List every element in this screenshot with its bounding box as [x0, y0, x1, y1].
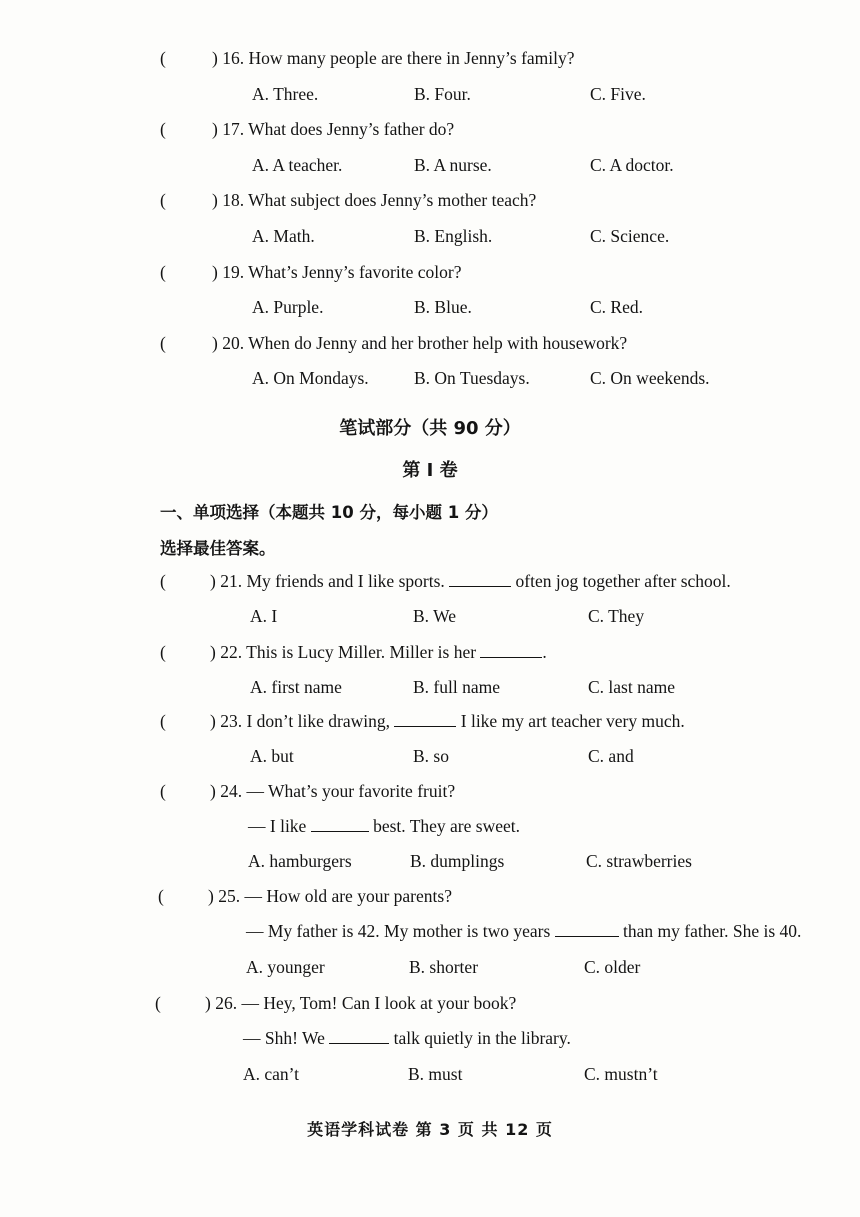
option-a: A. Math.	[252, 226, 315, 246]
page-footer: 英语学科试卷 第 3 页 共 12 页	[307, 1120, 553, 1139]
option-b: B. Blue.	[414, 297, 472, 317]
option-c: C. last name	[588, 677, 675, 697]
answer-blank	[329, 1029, 389, 1044]
question-stem: ) 25. — How old are your parents?	[208, 886, 452, 906]
question-stem: ) 16. How many people are there in Jenny’s family?	[212, 48, 575, 68]
option-b: B. On Tuesdays.	[414, 368, 530, 388]
answer-blank	[555, 922, 619, 937]
option-c: C. On weekends.	[590, 368, 710, 388]
question-stem: ) 17. What does Jenny’s father do?	[212, 119, 455, 139]
answer-paren: (	[155, 993, 161, 1013]
option-a: A. A teacher.	[252, 155, 343, 175]
option-c: C. They	[588, 606, 645, 626]
option-c: C. Red.	[590, 297, 643, 317]
answer-paren: (	[158, 886, 164, 906]
option-a: A. Three.	[252, 84, 319, 104]
option-b: B. Four.	[414, 84, 471, 104]
question-stem: ) 20. When do Jenny and her brother help with housework?	[212, 333, 628, 353]
question-stem: ) 24. — What’s your favorite fruit?	[210, 781, 456, 801]
question-26-line2: — Shh! We talk quietly in the library.	[243, 1028, 571, 1048]
option-a: A. but	[250, 746, 294, 766]
option-b: B. shorter	[409, 957, 479, 977]
option-a: A. I	[250, 606, 278, 626]
option-b: B. dumplings	[410, 851, 505, 871]
question-stem: ) 19. What’s Jenny’s favorite color?	[212, 262, 462, 282]
question-24-line2: — I like best. They are sweet.	[248, 816, 520, 836]
volume-title: 第 I 卷	[402, 460, 458, 481]
option-b: B. full name	[413, 677, 500, 697]
question-stem: ) 18. What subject does Jenny’s mother teach?	[212, 190, 537, 210]
option-b: B. A nurse.	[414, 155, 492, 175]
answer-paren: (	[160, 48, 166, 68]
answer-blank	[449, 572, 511, 587]
option-b: B. so	[413, 746, 449, 766]
answer-blank	[311, 817, 369, 832]
option-c: C. strawberries	[586, 851, 692, 871]
question-stem: ) 23. I don’t like drawing, I like my art teacher very much.	[210, 711, 685, 731]
answer-paren: (	[160, 190, 166, 210]
answer-blank	[480, 643, 542, 658]
answer-paren: (	[160, 571, 166, 591]
section-title: 一、单项选择（本题共 10 分，每小题 1 分）	[160, 503, 498, 522]
option-a: A. hamburgers	[248, 851, 352, 871]
option-c: C. A doctor.	[590, 155, 674, 175]
answer-paren: (	[160, 711, 166, 731]
option-c: C. and	[588, 746, 634, 766]
option-a: A. younger	[246, 957, 325, 977]
instruction: 选择最佳答案。	[160, 539, 276, 558]
option-c: C. Science.	[590, 226, 670, 246]
option-b: B. must	[408, 1064, 463, 1084]
answer-paren: (	[160, 333, 166, 353]
answer-paren: (	[160, 642, 166, 662]
option-c: C. older	[584, 957, 641, 977]
option-b: B. English.	[414, 226, 493, 246]
answer-paren: (	[160, 119, 166, 139]
answer-blank	[394, 712, 456, 727]
question-stem: ) 26. — Hey, Tom! Can I look at your book?	[205, 993, 517, 1013]
option-c: C. Five.	[590, 84, 646, 104]
option-a: A. On Mondays.	[252, 368, 369, 388]
question-stem: ) 21. My friends and I like sports. often jog together after school.	[210, 571, 731, 591]
option-a: A. Purple.	[252, 297, 324, 317]
answer-paren: (	[160, 781, 166, 801]
option-a: A. can’t	[243, 1064, 300, 1084]
option-c: C. mustn’t	[584, 1064, 658, 1084]
written-part-title: 笔试部分（共 90 分）	[339, 418, 521, 439]
question-stem: ) 22. This is Lucy Miller. Miller is her .	[210, 642, 547, 662]
question-25-line2: — My father is 42. My mother is two years than my father. She is 40.	[246, 921, 802, 941]
answer-paren: (	[160, 262, 166, 282]
option-a: A. first name	[250, 677, 342, 697]
option-b: B. We	[413, 606, 456, 626]
